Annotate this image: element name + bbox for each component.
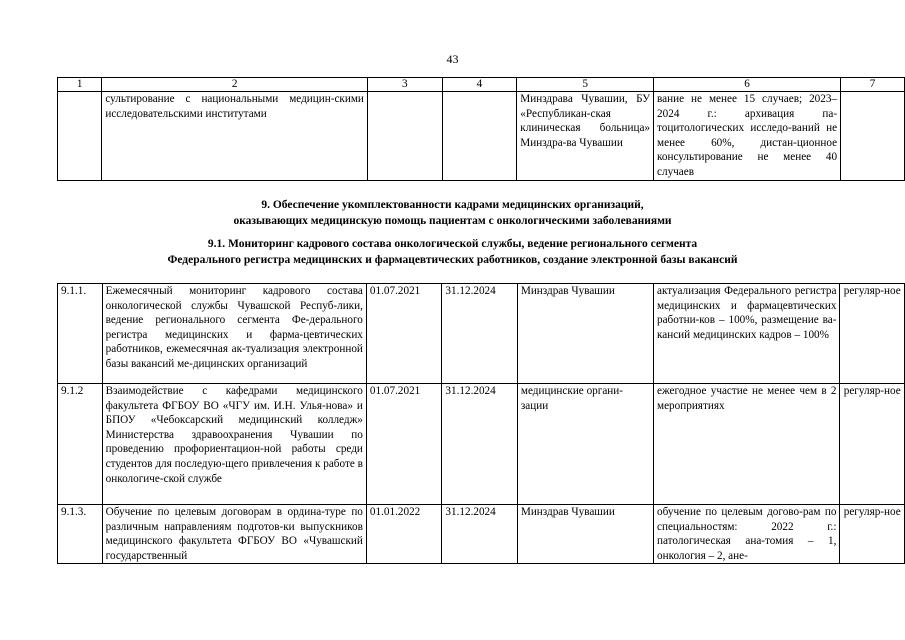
section-heading-line: оказывающих медицинскую помощь пациентам с онкологическими заболеваниями <box>233 214 672 227</box>
frequency-cell: регуляр-ное <box>840 384 905 505</box>
table-row <box>58 284 905 384</box>
frequency-cell: регуляр-ное <box>840 284 905 384</box>
result-cell: вание не менее 15 случаев; 2023–2024 г.: архивация па-тоцитологических исследо-ваний не менее 60%, дистан-ционное консультирование не менее 40 случаев <box>654 92 841 181</box>
subsection-heading-line: 9.1. Мониторинг кадрового состава онкологической службы, ведение регионального сегмента <box>207 238 698 250</box>
continued-table <box>57 77 905 181</box>
page-number: 43 <box>446 52 459 66</box>
activity-cell: сультирование с национальными медицин-скими исследовательскими институтами <box>102 92 368 181</box>
result-cell: актуализация Федерального регистра медицинских и фармацевтических работни-ков – 100%, размещение ва-кансий медицинских кадров – 100% <box>654 284 840 384</box>
result-cell: обучение по целевым догово-рам по специальностям: 2022 г.: патологическая ана-томия – 1, онкология – 2, ане- <box>654 505 840 564</box>
activity-cell: Взаимодействие с кафедрами медицинского факультета ФГБОУ ВО «ЧГУ им. И.Н. Улья-нова» и БПОУ «Чебоксарский медицинский колледж» Министерства здравоохранения Чувашии по проведению профориентацион-ной работы среди студентов для последую-щего привлечения к работе в онкологиче-ской службе <box>102 384 366 505</box>
start-date: 01.07.2021 <box>366 284 441 384</box>
table-row <box>58 384 905 505</box>
column-number: 4 <box>442 78 517 92</box>
column-number-row <box>58 78 905 92</box>
row-number: 9.1.2 <box>58 384 103 505</box>
result-cell: ежегодное участие не менее чем в 2 мероприятиях <box>654 384 840 505</box>
start-date: 01.01.2022 <box>366 505 441 564</box>
row-number: 9.1.1. <box>58 284 103 384</box>
executor-cell: Минздрав Чувашии <box>517 505 653 564</box>
column-number: 5 <box>517 78 654 92</box>
end-date: 31.12.2024 <box>442 284 517 384</box>
end-date: 31.12.2024 <box>442 505 517 564</box>
section-heading <box>0 198 905 229</box>
subsection-heading-line: Федерального регистра медицинских и фармацевтических работников, создание электронной базы вакансий <box>167 253 738 266</box>
column-number: 3 <box>367 78 442 92</box>
subsection-heading <box>0 237 905 268</box>
frequency-cell: регуляр-ное <box>840 505 905 564</box>
row-number: 9.1.3. <box>58 505 103 564</box>
activity-cell: Обучение по целевым договорам в ордина-туре по различным направлениям подготов-ки выпускников медицинского факультета ФГБОУ ВО «Чувашский государственный <box>102 505 366 564</box>
executor-cell: Минздрав Чувашии <box>517 284 653 384</box>
column-number: 1 <box>58 78 102 92</box>
main-table <box>57 283 905 564</box>
start-date: 01.07.2021 <box>366 384 441 505</box>
column-number: 7 <box>841 78 905 92</box>
executor-cell: Минздрава Чувашии, БУ «Республикан-ская клиническая больница» Минздра-ва Чувашии <box>517 92 654 181</box>
executor-cell: медицинские органи-зации <box>517 384 653 505</box>
table-row <box>58 92 905 181</box>
table-row <box>58 505 905 564</box>
end-date: 31.12.2024 <box>442 384 517 505</box>
section-heading-line: 9. Обеспечение укомплектованности кадрами медицинских организаций, <box>261 199 644 211</box>
column-number: 6 <box>654 78 841 92</box>
activity-cell: Ежемесячный мониторинг кадрового состава онкологической службы Чувашской Респуб-лики, ведение регионального сегмента Фе-дерального регистра медицинских и фарма-цевтических работников, ежемесячная ак-туализация электронной базы вакансий ме-дицинских организаций <box>102 284 366 384</box>
column-number: 2 <box>102 78 368 92</box>
